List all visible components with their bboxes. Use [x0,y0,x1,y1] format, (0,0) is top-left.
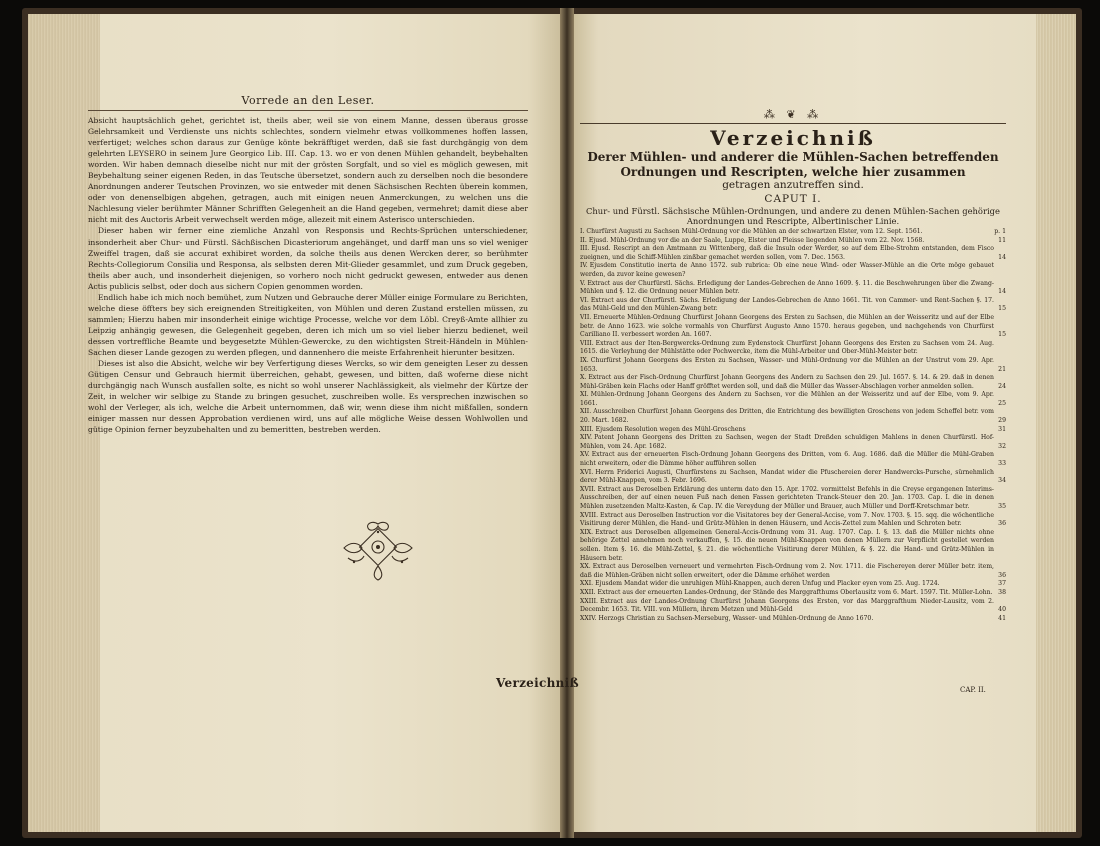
index-entry-page: 29 [998,417,1006,425]
index-entry-text: Erneuerte Mühlen-Ordnung Churfürst Johann Georgens des Ersten zu Sachsen, die Mühlen an der Weisseritz und auf der Elbe betr. de Anno 1623. wie solche vormahls von Churfürst Augusto Anno 1570. heraus gegeben, und nachgehends von Churfürst Carilliano II. verbessert worden An. 1607. [580,313,994,339]
index-entry [580,228,1006,237]
index-entry-number: VII. [580,313,592,321]
index-entry [580,469,1006,486]
index-entry-number: XVII. [580,485,596,493]
index-entry [580,237,1006,246]
index-entry-number: XXI. [580,580,594,588]
index-entry [580,314,1006,340]
preface-paragraph-4: Dieses ist also die Absicht, welche wir bey Verfertigung dieses Wercks, so wir dem geneigten Leser zu dessen Gütigen Censur und Gebrauch hiermit überreichen, gehabt, gewesen, und bitten, daß woferne diese nicht durchgängig nach Wunsch ausfallen solte, es nicht so wohl unserer Nachlässigkeit, als vielmehr der Kürtze der Zeit, in welcher wir selbige zu Stande zu bringen gesuchet, zuschreiben wolle. Es versprechen inzwischen so wohl der Verleger, als ich, welche die Arbeit unternommen, daß wir, wenn diese ihm nicht mißfallen, sondern einiger massen nur dessen Approbation verdienen wird, uns auf alle mögliche Weise dessen Wohlwollen und gütige Opinion ferner beyzubehalten und zu bemeritten, bestreben werden. [88,359,528,435]
index-entry-text: Extract aus der Churfürstl. Sächs. Erledigung der Landes-Gebrechen de Anno 1609. §. 11. die Beschwehrungen über die Zwang-Mühlen und §. 12. die Ordnung neuer Mühlen betr. [580,279,994,296]
index-entry-text: Patent Johann Georgens des Dritten zu Sachsen, wegen der Stadt Dreßden schuldigen Mahlens in denen Churfürstl. Hof-Mühlen, vom 24. Apr. 1682. [580,434,994,450]
index-entry [580,297,1006,314]
index-entry-page: 40 [998,606,1006,614]
index-entry [580,391,1006,408]
index-entry-text: Herzogs Christian zu Sachsen-Merseburg, Wasser- und Mühlen-Ordnung de Anno 1670. [598,614,874,622]
index-entry-page: 25 [998,399,1006,407]
preface-paragraph-1: Absicht hauptsächlich gehet, gerichtet ist, theils aber, weil sie von einem Manne, dessen überaus grosse Gelehrsamkeit und Verdienste uns nichts schlechtes, sondern vielmehr etwas vollkommenes hoffen lassen, verfertiget; welches schon daraus zur Genüge könte bekräfftiget werden, daß sie fast durchgängig von dem gelehrten LEYSERO in seinem Jure Georgico Lib. III. Cap. 13. wo er von denen Mühlen gehandelt, beybehalten worden. Wir haben demnach dieselbe nicht nur mit der grösten Sorgfalt, und so viel es möglich gewesen, mit Beybehaltung seiner eigenen Reden, in das Teutsche übersetzet, sondern auch zu derselben noch die besondere Anordnungen anderer Teutschen Provinzen, wo sie entweder mit denen Sächsischen Rechten überein kommen, oder von denenselbigen abgehen, getragen, auch mit einigen neuen Anmerckungen, zu welchen uns die Nachlesung vieler berühmter Männer Schrifften Gelegenheit an die Hand gegeben, vermehret; damit diese aber nicht mit des Auctoris Arbeit verwechselt werden möge, allezeit mit einem Asterisco unterschieden. [88,116,528,225]
index-entry-number: XVI. [580,468,594,476]
index-entry-number: VI. [580,296,589,304]
index-entry-page: 15 [998,331,1006,339]
index-entry-number: III. [580,245,590,253]
index-entry-page: 24 [998,382,1006,390]
index-entry-text: Churfürst Johann Georgens des Ersten zu Sachsen, Wasser- und Mühl-Ordnung vor die Mühlen an der Unstrut vom 29. Apr. 1653. [580,356,994,373]
index-entry-number: XXIV. [580,614,597,622]
index-entry-number: XVIII. [580,511,599,519]
index-entry-text: Ausschreiben Churfürst Johann Georgens des Dritten, die Entrichtung des bewilligten Groschens von jedem Scheffel betr. vom 20. Mart. 1682. [580,408,994,425]
index-entry-page: p. 1 [994,228,1006,235]
index-entry-number: XIV. [580,434,593,442]
index-entry [580,563,1006,580]
index-entry-number: XXIII. [580,597,598,605]
index-block [580,108,1006,623]
index-entry-text: Extract aus der Iten-Bergwercks-Ordnung zum Eydenstock Churfürst Johann Georgens des Ersten zu Sachsen vom 24. Aug. 1615. die Verleyhung der Mühlstätte oder Pochwercke, item die Mühl-Arbeiter und Ober-Mühl-Meister betr. [580,339,994,356]
index-entry-page: 34 [998,477,1006,485]
right-page-edges [1036,14,1076,832]
index-entry-page: 11 [998,236,1006,244]
index-entry-page: 15 [998,305,1006,313]
index-entry-number: X. [580,374,587,382]
index-entry-number: V. [580,279,586,287]
index-entry-text: Extract aus der Landes-Ordnung Churfürst Johann Georgens des Ersten, vor das Marggrafthum Nieder-Lausitz, vom 2. Decembr. 1653. Tit. VIII. von Müllern, ihrem Metzen und Mühl-Geld [580,597,994,614]
index-entry-page: 35 [998,503,1006,510]
book-gutter [560,8,574,838]
index-subtitle-1: Derer Mühlen- und anderer die Mühlen-Sachen betreffenden [587,150,999,164]
index-entry-page: 33 [998,460,1006,468]
index-entry-text: Extract aus Deroselben Erklärung des unterm dato den 15. Apr. 1702. vormittelst Befehls in die Creyse ergangenen Interims-Ausschreiben, der auf einen neuen Fuß nach denen Fassen gerichteten Tranck-Steuer den 20. Jan. 1703. Cap. I. die in denen Mühlen zusetzenden Maltz-Kasten, & Cap. IV. die Vereydung der Müller und Brauer, auch Müller und Dorff-Kretschmar betr. [580,485,994,510]
index-entry-number: XIII. [580,425,594,433]
index-entry-list [580,228,1006,623]
index-entry-number: XI. [580,391,589,399]
index-entry-page: 37 [998,580,1006,588]
index-entry-text: Mühlen-Ordnung Johann Georgens des Andern zu Sachsen, vor die Mühlen an der Weisseritz und auf der Elbe, vom 9. Apr. 1661. [580,391,994,407]
index-entry-text: Extract aus der erneuerten Fisch-Ordnung Johann Georgens des Dritten, vom 6. Aug. 1686. daß die Müller die Mühl-Graben nicht erweitern, oder die Dämme höher aufführen sollen [580,451,994,468]
preface-paragraph-2: Dieser haben wir ferner eine ziemliche Anzahl von Responsis und Rechts-Sprüchen unterschiedener, insonderheit aber Chur- und Fürstl. Sächßischen Dicasteriorum angehänget, und darff man uns so viel weniger Zweiffel tragen, daß sie accurat exhibiret worden, da solche theils aus denen Wercken derer, so berühmter Rechts-Collegiorum Consilia und Responsa, als selbsten deren Mit-Glieder gesammlet, und zum Druck gegeben, theils aber auch, und insonderheit diejenigen, so vorhero noch nicht gedruckt gewesen, entweder aus denen Actis publicis selbst, oder doch aus sichern Copien genommen worden. [88,226,528,291]
index-subtitle-3: getragen anzutreffen sind. [722,179,864,191]
index-entry [580,486,1006,512]
index-entry-number: XX. [580,563,591,571]
index-entry [580,598,1006,615]
left-catchword: Verzeichniß [496,676,579,690]
preface-body [88,115,528,435]
index-entry-text: Churfürst Augusti zu Sachsen Mühl-Ordnung vor die Mühlen an der schwartzen Elster, vom 12. Sept. 1561. [586,228,923,235]
index-entry [580,512,1006,529]
index-entry-page: 36 [998,571,1006,579]
index-entry-number: XIX. [580,528,594,536]
index-entry-number: II. [580,236,587,244]
index-entry-page: 36 [998,520,1006,528]
index-entry-number: I. [580,228,585,235]
floral-vignette-icon [338,518,418,582]
index-entry [580,529,1006,563]
index-entry [580,580,1006,589]
preface-paragraph-3: Endlich habe ich mich noch bemühet, zum Nutzen und Gebrauche derer Müller einige Formulare zu Berichten, welche diese öffters bey sich ereignenden Streitigkeiten, von Mühlen und deren Zustand erstellen müssen, zu sammlen; Hierzu haben mir insonderheit einige wichtige Processe, welche vor dem Löbl. Creyß-Amte allhier zu Leipzig anhängig gewesen, die Gelegenheit gegeben, deren ich mich um so viel lieber hierzu bedienet, weil dessen vortreffliche Beamte und beygesetzte Mühlen-Gewercke, zu den wichtigsten Streit-Händeln in Mühlen-Sachen dieser Lande gezogen zu werden pflegen, und dannenhero die meiste Erfahrenheit hierunter besitzen. [88,292,528,357]
index-entry [580,615,1006,624]
index-entry [580,589,1006,598]
index-entry [580,434,1006,451]
index-entry-number: VIII. [580,339,594,347]
index-entry [580,245,1006,262]
index-entry-page: 41 [998,614,1006,622]
index-entry-page: 31 [998,425,1006,433]
index-entry-number: IV. [580,262,588,270]
index-subtitle-2: Ordnungen und Rescripten, welche hier zusammen [620,164,966,179]
index-entry-page: 32 [998,442,1006,450]
index-entry-page: 21 [998,365,1006,373]
index-entry-number: XXII. [580,588,596,596]
right-catchword: CAP. II. [960,686,986,694]
index-entry-text: Ejusd. Rescript an den Amtmann zu Wittenberg, daß die Insuln oder Werder, so auf dem Elbe-Strohm entstanden, dem Fisco zueignen, und die Schiff-Mühlen zinßbar gemachet werden sollen, vom 7. Dec. 1563. [580,245,994,261]
index-entry-text: Extract aus der Fisch-Ordnung Churfürst Johann Georgens des Andern zu Sachsen den 29. Jul. 1657. §. 14. & 29. daß in denen Mühl-Gräben kein Flachs oder Hanff gröfftet werden soll, und daß die Müller das Wasser-Abschlagen vorher anmelden sollen. [580,374,994,390]
header-ornament-icon: ⁂ ❦ ⁂ [763,108,823,121]
index-entry [580,280,1006,297]
index-entry-page: 14 [998,253,1006,261]
index-entry-text: Ejusdem Resolution wegen des Mühl-Groschens [595,425,746,433]
index-entry [580,426,1006,435]
caput-intro: Chur- und Fürstl. Sächsische Mühlen-Ordnungen, und andere zu denen Mühlen-Sachen gehörige Anordnungen und Rescripte, Albertinischer Linie. [586,206,1000,226]
index-entry [580,357,1006,374]
index-entry-text: Extract aus der Churfürstl. Sächs. Erledigung der Landes-Gebrechen de Anno 1661. Tit. von Cammer- und Rent-Sachen §. 17. das Mühl-Geld und den Mühlen-Zwang betr. [580,296,994,313]
header-rule [580,123,1006,124]
index-entry-text: Ejusdem Mandat wider die unruhigen Mühl-Knappen, auch deren Unfug und Placker eyen vom 25. Aug. 1724. [595,580,940,588]
index-title: Verzeichniß [710,126,876,150]
index-entry [580,340,1006,357]
index-entry-text: Extract aus der erneuerten Landes-Ordnung, der Stände des Marggrafthums Oberlausitz vom 6. Mart. 1597. Tit. Müller-Lohn. [597,588,993,596]
index-entry-text: Herrn Friderici Augusti, Churfürstens zu Sachsen, Mandat wider die Pfuschereien derer Handwercks-Pursche, sürnehmlich derer Mühl-Knappen, vom 3. Febr. 1696. [580,468,994,485]
running-head: Vorrede an den Leser. [88,94,528,111]
caput-heading: CAPUT I. [764,193,822,205]
index-entry-number: XII. [580,408,592,416]
index-entry-text: Extract aus Deroselben verneuert und vermehrten Fisch-Ordnung vom 2. Nov. 1711. die Fischereyen derer Müller betr. item, daß die Mühlen-Gräben nicht sollen erweitert, oder die Dämme erhöhet werden [580,563,994,579]
index-entry [580,262,1006,279]
preface-text-block [88,94,528,435]
index-entry-number: IX. [580,356,589,364]
index-entry-text: Ejusdem Constitutio inerta de Anno 1572. sub rubrica: Ob eine neue Wind- oder Wasser-Mühle an die Orte möge gebauet werden, da zuvor keine gewesen? [580,262,994,278]
index-entry-page: 14 [998,288,1006,296]
index-entry [580,408,1006,425]
index-entry-text: Extract aus Deroselben Instruction vor die Visitatores bey der General-Accise, vom 7. Nov. 1703. §. 15. sqq. die wöchentliche Visitirung derer Mühlen, die Hand- und Grütz-Mühlen in denen Häusern, und Accis-Zettel zum Mahlen und Schroten betr. [580,511,994,528]
index-entry [580,374,1006,391]
index-entry-text: Ejusd. Mühl-Ordnung vor die an der Saale, Luppe, Elster und Pleisse liegenden Mühlen vom 22. Nov. 1568. [588,236,925,244]
index-entry [580,451,1006,468]
index-entry-number: XV. [580,451,590,459]
index-entry-text: Extract aus Deroselben allgemeinen General-Accis-Ordnung vom 31. Aug. 1707. Cap. I. §. 13. daß die Müller nichts ohne behörige Zettel annehmen noch verkauffen, §. 15. die neuen Mühl-Knappen von denen Müllern zur Verpflicht gestellet werden sollen. Item §. 16. die Mühl-Zettel, §. 21. die wöchentliche Visitirung derer Mühlen, & §. 22. die Hand- und Grütz-Mühlen in Häusern betr. [580,528,994,562]
index-entry-page: 38 [998,588,1006,596]
